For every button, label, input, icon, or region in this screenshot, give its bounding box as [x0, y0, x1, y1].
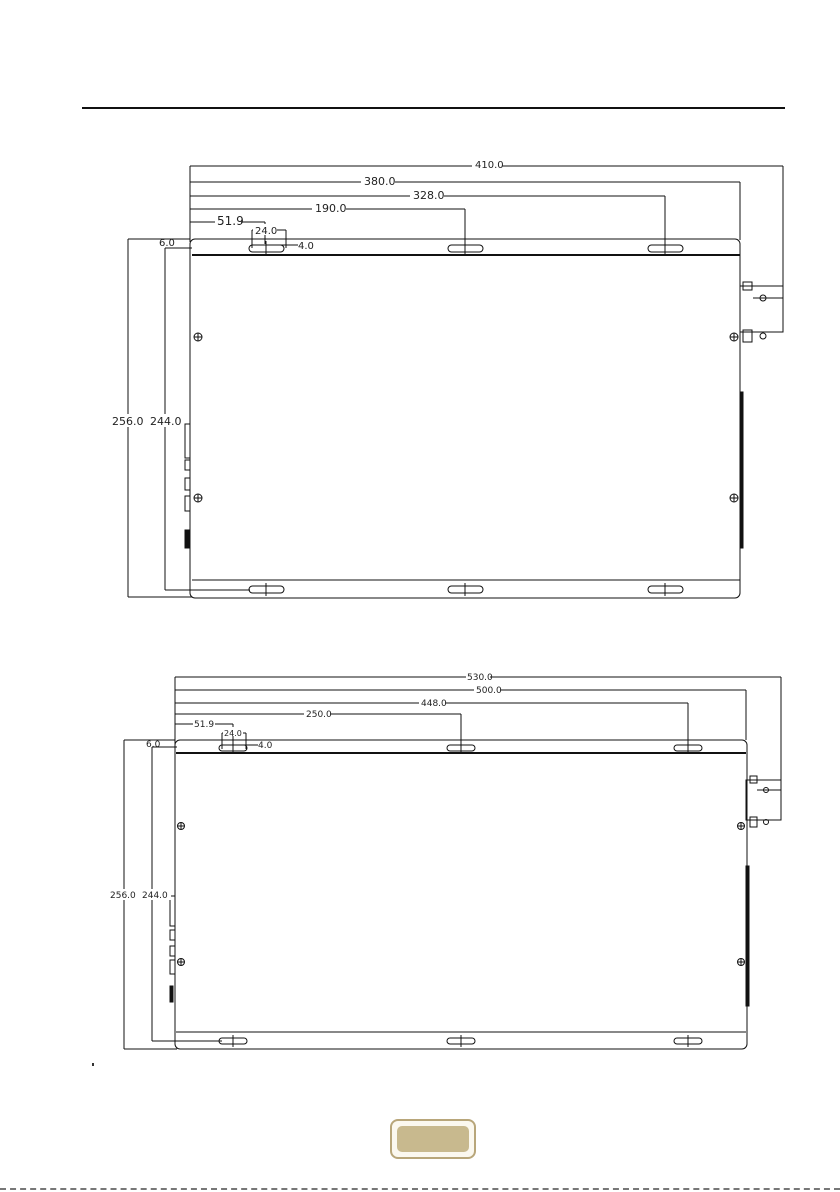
dim-label-overall-depth: 256.0 [112, 415, 144, 428]
screw-icon [178, 823, 185, 830]
right-terminal-block [740, 282, 783, 548]
dim-label-rail-offset: 6.0 [146, 740, 161, 750]
dim-label-slot-right: 448.0 [421, 699, 447, 709]
dim-label-rail-span: 244.0 [142, 891, 168, 901]
drawing-bottom-labels [110, 670, 502, 901]
screw-icon [738, 823, 745, 830]
dim-label-overall-width: 530.0 [467, 673, 493, 683]
page-number-badge [390, 1119, 476, 1159]
screw-icon [194, 333, 202, 341]
case-outline [175, 740, 747, 1049]
dim-label-slot-left: 51.9 [194, 720, 215, 730]
right-terminal-block [746, 776, 781, 1006]
left-connectors [170, 896, 175, 1002]
dim-label-slot-length: 24.0 [255, 226, 278, 237]
dim-label-rail-offset: 6.0 [159, 238, 175, 249]
case-outline [190, 239, 740, 598]
drawing-top-labels [112, 158, 504, 428]
screw-icon [738, 959, 745, 966]
page-number-badge-fill [397, 1126, 469, 1152]
screw-icon [194, 494, 202, 502]
screw-icon [178, 959, 185, 966]
dim-label-slot-width: 4.0 [298, 241, 314, 252]
dim-label-slot-center: 190.0 [315, 202, 347, 215]
dim-label-slot-width: 4.0 [258, 741, 273, 751]
left-connectors [185, 424, 190, 548]
dim-label-overall-width: 410.0 [475, 160, 504, 171]
screw-icon [730, 333, 738, 341]
dim-label-rail-span: 244.0 [150, 415, 182, 428]
dim-label-slot-left: 51.9 [217, 214, 244, 228]
dim-label-case-width: 380.0 [364, 175, 396, 188]
drawing-top [128, 166, 783, 598]
dim-label-slot-length: 24.0 [224, 729, 242, 738]
footer-rule [0, 1188, 840, 1190]
dim-label-slot-center: 250.0 [306, 710, 332, 720]
screw-icon [730, 494, 738, 502]
stray-mark [92, 1063, 94, 1066]
dim-label-case-width: 500.0 [476, 686, 502, 696]
drawing-bottom [124, 677, 781, 1049]
dim-label-slot-right: 328.0 [413, 189, 445, 202]
dim-label-overall-depth: 256.0 [110, 891, 136, 901]
